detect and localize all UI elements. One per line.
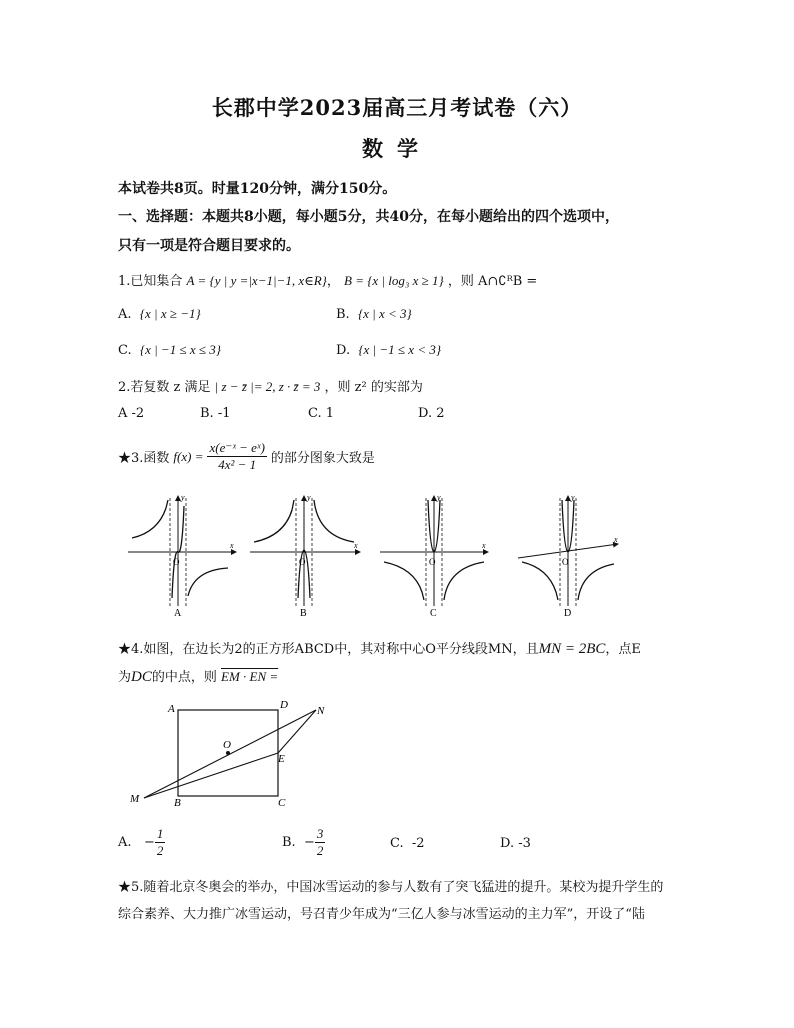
q2-option-d[interactable]: D. 2 xyxy=(418,406,445,421)
q1-suffix: ，则 A∩∁ᴿB = xyxy=(447,274,538,289)
svg-text:y: y xyxy=(437,493,441,502)
q2-option-c[interactable]: C. 1 xyxy=(308,406,335,421)
svg-text:E: E xyxy=(278,753,285,765)
graph-c[interactable] xyxy=(380,493,488,618)
q2-option-a[interactable]: A -2 xyxy=(118,406,145,421)
svg-text:N: N xyxy=(317,705,325,717)
svg-text:D: D xyxy=(280,699,288,711)
graph-d[interactable] xyxy=(518,493,618,618)
svg-text:O: O xyxy=(173,557,180,567)
q1-option-b[interactable]: B. {x | x < 3} xyxy=(336,306,412,322)
q4-mn-condition: MN = 2BC xyxy=(538,641,606,657)
q4-dot-product: EM · EN = xyxy=(221,669,279,684)
q1-prefix: 1.已知集合 xyxy=(118,274,183,289)
question-4-line2: 为DC的中点，则 EM · EN = xyxy=(118,669,279,685)
graph-b-label: B xyxy=(300,608,307,618)
svg-text:y: y xyxy=(571,493,575,502)
graph-a[interactable] xyxy=(128,493,236,618)
subject-title: 数学 xyxy=(362,136,432,161)
svg-text:x: x xyxy=(354,541,358,550)
graph-c-label: C xyxy=(430,608,437,618)
svg-text:y: y xyxy=(181,493,185,502)
segment-mn xyxy=(144,710,316,798)
svg-text:O: O xyxy=(299,557,306,567)
graph-b[interactable] xyxy=(250,493,360,618)
q4-dc: DC xyxy=(131,669,152,685)
question-5-line2: 综合素养、大力推广冰雪运动，号召青少年成为“三亿人参与冰雪运动的主力军”，开设了“陆 xyxy=(118,907,645,922)
svg-text:x: x xyxy=(614,535,618,544)
svg-text:O: O xyxy=(429,557,436,567)
q4-option-c[interactable]: C. -2 xyxy=(390,836,425,851)
q1-option-a[interactable]: A. {x | x ≥ −1} xyxy=(118,306,201,322)
question-1: 1.已知集合 A = {y | y =|x−1|−1, x∈R}， B = {x | log₃ x ≥ 1} ，则 A∩∁ᴿB = xyxy=(118,273,538,289)
q4-option-a[interactable]: A. − $\frac{1}{2}$ xyxy=(118,826,164,858)
svg-text:O: O xyxy=(223,739,231,751)
q2-option-b[interactable]: B. -1 xyxy=(200,406,231,421)
question-2: 2.若复数 z 满足 | z − z̄ |= 2, z · z̄ = 3 ，则 z² 的实部为 xyxy=(118,379,423,395)
segment-en xyxy=(278,710,316,753)
svg-text:x: x xyxy=(482,541,486,550)
q3-graphs-figure xyxy=(118,488,630,618)
section1-heading-line2: 只有一项是符合题目要求的。 xyxy=(118,238,300,254)
q4-option-d[interactable]: D. -3 xyxy=(500,836,531,851)
question-4-line1: ★4.如图，在边长为2的正方形ABCD中，其对称中心O平分线段MN，且MN = 2BC，点E xyxy=(118,641,641,657)
section1-heading-line1: 一、选择题：本题共8小题，每小题5分，共40分，在每小题给出的四个选项中， xyxy=(118,209,619,225)
graph-a-label: A xyxy=(174,608,182,618)
exam-intro: 本试卷共8页。时量120分钟，满分150分。 xyxy=(118,181,397,197)
q1-option-c[interactable]: C. {x | −1 ≤ x ≤ 3} xyxy=(118,342,221,358)
segment-em xyxy=(144,753,278,798)
exam-title: 长郡中学2023届高三月考试卷（六） xyxy=(211,95,583,120)
question-3: ★3.函数 f(x) = $\frac{\text{x(e⁻ˣ − eˣ)}}{\text{4x² − 1}}$ 的部分图象大致是 xyxy=(118,440,375,472)
svg-text:M: M xyxy=(130,793,140,805)
svg-text:B: B xyxy=(174,797,181,809)
q2-condition: | z − z̄ |= 2, z · z̄ = 3 xyxy=(214,379,321,394)
q1-option-d[interactable]: D. {x | −1 ≤ x < 3} xyxy=(336,342,442,358)
q3-fraction xyxy=(207,440,266,473)
svg-text:y: y xyxy=(307,493,311,502)
point-o xyxy=(226,751,230,755)
svg-text:C: C xyxy=(278,797,286,809)
q1-set-a: A = {y | y =|x−1|−1, x∈R} xyxy=(186,273,327,288)
q1-set-b: B = {x | log₃ x ≥ 1} xyxy=(344,273,444,288)
svg-text:A: A xyxy=(168,703,175,715)
q4-square-figure xyxy=(118,696,338,812)
svg-text:O: O xyxy=(562,557,569,567)
graph-d-label: D xyxy=(564,608,572,618)
q4-option-b[interactable]: B. − $\frac{3}{2}$ xyxy=(282,826,324,858)
q3-func-lhs: f(x) = xyxy=(173,448,204,464)
question-5-line1: ★5.随着北京冬奥会的举办，中国冰雪运动的参与人数有了突飞猛进的提升。某校为提升学生的 xyxy=(118,880,664,895)
q3-denominator: 4x² − 1 xyxy=(218,457,257,472)
q3-numerator: x(e⁻ˣ − eˣ) xyxy=(209,440,265,455)
svg-text:x: x xyxy=(230,541,234,550)
